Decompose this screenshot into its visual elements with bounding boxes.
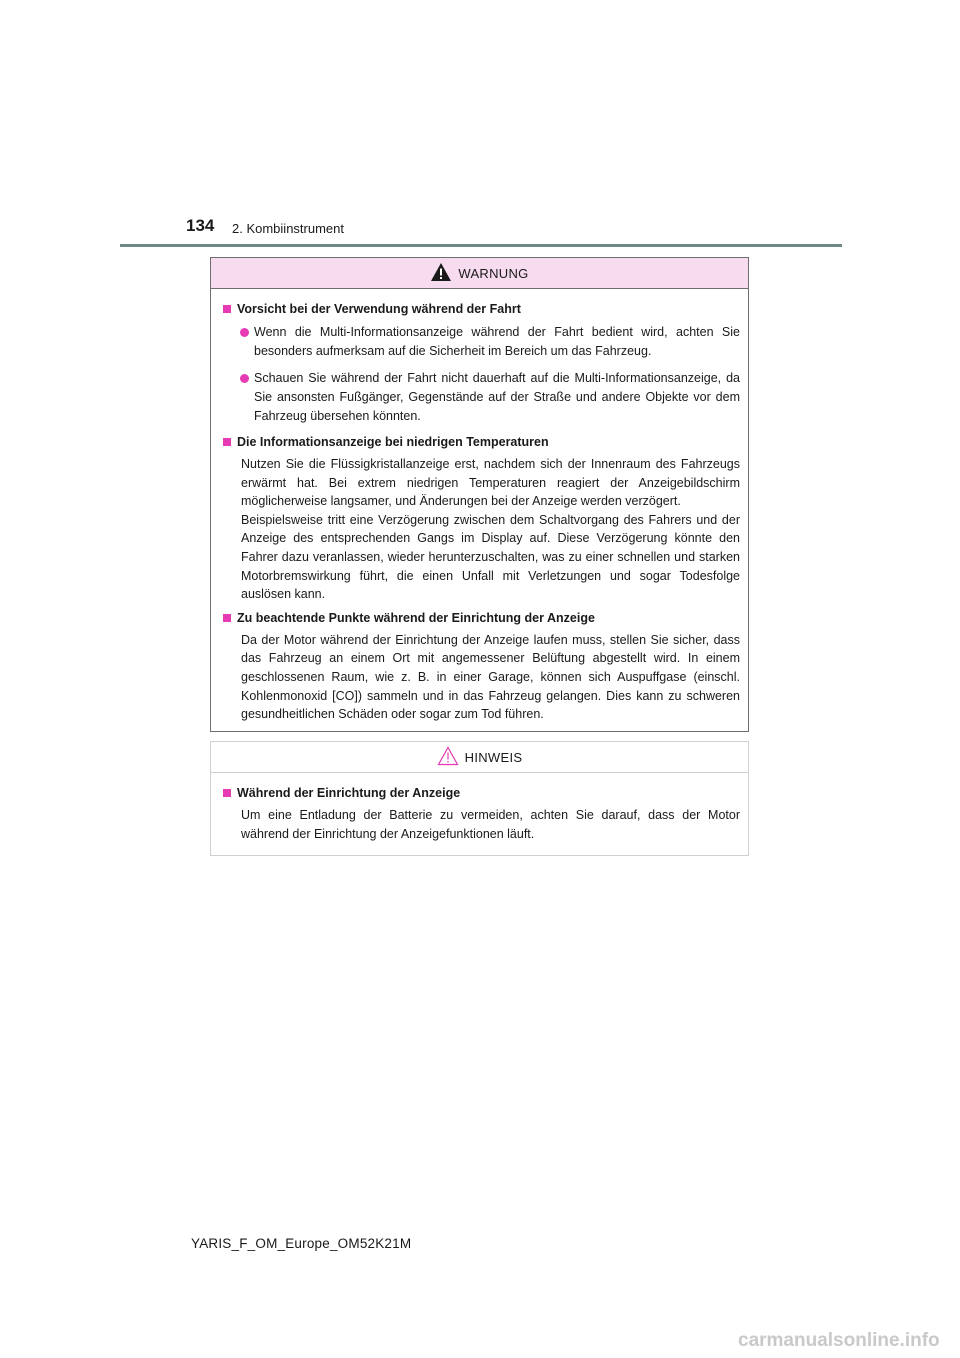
section-title: 2. Kombiinstrument — [232, 221, 344, 236]
topic-title-text: Die Informationsanzeige bei niedrigen Temperaturen — [237, 435, 549, 449]
document-code: YARIS_F_OM_Europe_OM52K21M — [191, 1236, 412, 1251]
warning-box — [210, 257, 749, 732]
square-bullet-icon — [223, 614, 231, 622]
notice-header — [211, 742, 748, 773]
warning-bullet — [240, 323, 740, 361]
bullet-text: Schauen Sie während der Fahrt nicht dauerhaft auf die Multi-Informationsanzeige, da Sie ansonsten Fußgänger, Gegenstände auf der Straße und andere Objekte vor dem Fahrzeug übersehen könnten. — [254, 371, 740, 423]
round-bullet-icon — [240, 374, 249, 383]
notice-paragraph: Um eine Entladung der Batterie zu vermeiden, achten Sie darauf, dass der Motor während der Einrichtung der Anzeigefunktionen läuft. — [241, 808, 740, 841]
warning-paragraph: Da der Motor während der Einrichtung der Anzeige laufen muss, stellen Sie sicher, dass das Fahrzeug an einem Ort mit angemessener Belüftung abgestellt wird. In einem geschlossenen Raum, wie z. B. in einer Garage, können sich Auspuffgase (einschl. Kohlenmonoxid [CO]) sammeln und in das Fahrzeug gelangen. Dies kann zu schweren gesundheitlichen Schäden oder sogar zum Tod führen. — [241, 632, 740, 722]
notice-topic-title — [223, 785, 740, 802]
square-bullet-icon — [223, 438, 231, 446]
square-bullet-icon — [223, 789, 231, 797]
warning-paragraph: Nutzen Sie die Flüssigkristallanzeige erst, nachdem sich der Innenraum des Fahrzeugs erwärmt hat. Bei extrem niedrigen Temperaturen reagiert der Anzeigebildschirm möglicherweise langsamer, und Änderungen bei der Anzeige werden verzögert. — [241, 457, 740, 509]
warning-paragraph: Beispielsweise tritt eine Verzögerung zwischen dem Schaltvorgang des Fahrers und der Anzeige des entsprechenden Gangs im Display auf. Diese Verzögerung könnte den Fahrer dazu veranlassen, wieder herunterzuschalten, was zu einer schnellen und starken Motorbremswirkung führt, die einen Unfall mit Verletzungen und sogar Todesfolge auslösen kann. — [241, 512, 740, 602]
warning-title: WARNUNG — [458, 265, 529, 281]
square-bullet-icon — [223, 305, 231, 313]
warning-topic-title — [223, 301, 740, 318]
header-rule — [120, 244, 842, 247]
warning-header — [211, 258, 748, 289]
topic-title-text: Vorsicht bei der Verwendung während der Fahrt — [237, 302, 521, 316]
page-number: 134 — [186, 216, 215, 235]
warning-triangle-icon — [430, 262, 452, 282]
notice-box — [210, 741, 749, 856]
warning-topic-title — [223, 610, 740, 627]
notice-title: HINWEIS — [464, 749, 523, 765]
topic-title-text: Zu beachtende Punkte während der Einrichtung der Anzeige — [237, 610, 595, 625]
round-bullet-icon — [240, 328, 249, 337]
watermark: carmanualsonline.info — [738, 1330, 940, 1351]
notice-triangle-icon — [437, 746, 459, 766]
topic-title-text: Während der Einrichtung der Anzeige — [237, 786, 461, 800]
warning-bullet — [240, 369, 740, 426]
bullet-text: Wenn die Multi-Informationsanzeige während der Fahrt bedient wird, achten Sie besonders aufmerksam auf die Sicherheit im Bereich um das Fahrzeug. — [254, 325, 740, 358]
warning-topic-title — [223, 434, 740, 451]
